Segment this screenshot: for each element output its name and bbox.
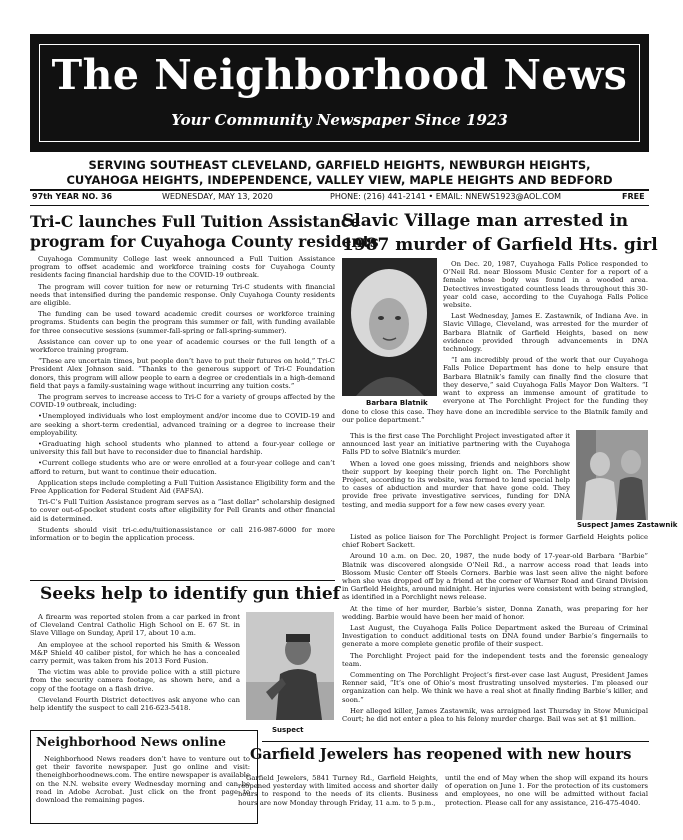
jewelers-column-1 — [238, 774, 438, 820]
coverage-line-2: CUYAHOGA HEIGHTS, INDEPENDENCE, VALLEY VIEW, MAPLE HEIGHTS AND BEDFORD — [66, 173, 613, 187]
slavic-paragraph: When a loved one goes missing, friends and neighbors show their support by keeping their porch light on. The Porchlight Project, according to its website, was formed to lend special help to cases of abduction and murder that have gone cold. They provide free private investigative services, funding for DNA testing, and media support for a few new cases every year. — [342, 459, 570, 509]
slavic-paragraph: At the time of her murder, Barbie’s sister, Donna Zanath, was preparing for her wedding. Barbie would have been her maid of honor. — [342, 604, 648, 621]
jewelers-paragraph: until the end of May when the shop will expand its hours of operation on June 1. For the protection of its customers and employees, no one will be admitted without facial protection. Please call for any assistance, 216-475-4040. — [445, 774, 648, 807]
newspaper-tagline: Your Community Newspaper Since 1923 — [171, 111, 508, 129]
slavic-paragraph: “I am incredibly proud of the work that our Cuyahoga Falls Police Department has done to help ensure that Barbara Blatnik’s family can finally find the closure that they deserve,” said Cuyahoga Falls Mayor Don Walters. “I want to express an immense amount of gratitude to everyone at The Porchlight Project for the funding they — [443, 356, 648, 406]
slavic-paragraph: Listed as police liaison for The Porchlight Project is former Garfield Heights police chief Robert Sackett. — [342, 533, 648, 550]
slavic-article-bottom — [342, 533, 648, 739]
suspect-photo — [246, 612, 334, 720]
coverage-line-1: SERVING SOUTHEAST CLEVELAND, GARFIELD HEIGHTS, NEWBURGH HEIGHTS, — [88, 158, 591, 172]
tric-paragraph: Application steps include completing a Full Tuition Assistance Eligibility form and the Free Application for Federal Student Aid (FAFSA). — [30, 478, 335, 496]
tric-paragraph: “These are uncertain times, but people don’t have to put their futures on hold,” Tri-C President Alex Johnson said. “Thanks to the generous support of Tri-C Foundation donors, this program will allow people to earn a degree or credentials in a high-demand field that pays a family-sustaining wage without incurring any tuition costs.” — [30, 357, 335, 390]
tric-headline-line-1: Tri-C launches Full Tuition Assistance — [30, 212, 361, 231]
jewelers-story-rule — [262, 741, 649, 742]
victim-portrait-image — [342, 258, 437, 396]
slavic-paragraph: Last August, the Cuyahoga Falls Police Department asked the Bureau of Criminal Investigation to conduct additional tests on DNA found under Barbie’s fingernails to generate a more complete genetic profile of their suspect. — [342, 624, 648, 649]
tric-paragraph: Students should visit tri-c.edu/tuitionassistance or call 216-987-6000 for more information or to begin the application process. — [30, 525, 335, 543]
tric-paragraph: Cuyahoga Community College last week announced a Full Tuition Assistance program to offset academic and workforce training costs for Cuyahoga County residents facing financial hardship due to the COVID-19 outbreak. — [30, 255, 335, 280]
newspaper-title: The Neighborhood News — [51, 51, 628, 99]
slavic-paragraph: Commenting on The Porchlight Project’s first-ever case last August, President James Renner said, “It’s one of Ohio’s most frustrating unsolved mysteries. I’m pleased our organization can help. We think we have a real shot at finally finding Barbie’s killer, and soon.” — [342, 671, 648, 704]
slavic-paragraph: This is the first case The Porchlight Project investigated after it announced last year an initiative partnering with the Cuyahoga Falls PD to solve Blatnik’s murder. — [342, 432, 570, 457]
gun-headline: Seeks help to identify gun thief — [40, 584, 340, 604]
tric-paragraph: The funding can be used toward academic credit courses or workforce training programs. Students can begin the program this summer or fall, with funding available for three consecutive sessions (summer-fall-spring or fall-spring-summer). — [30, 310, 335, 335]
jewelers-column-2 — [445, 774, 648, 820]
tric-paragraph: The program serves to increase access to Tri-C for a variety of groups affected by the COVID-19 outbreak, including: — [30, 393, 335, 410]
gun-paragraph: An employee at the school reported his Smith & Wesson M&P Shield 40 caliber pistol, for which he has a concealed carry permit, was taken from his 2013 Ford Fusion. — [30, 640, 240, 666]
tric-paragraph: The program will cover tuition for new or returning Tri-C students with financial needs that intensified during the pandemic response. Only Cuyahoga County residents are eligible. — [30, 282, 335, 308]
issue-date: WEDNESDAY, MAY 13, 2020 — [162, 192, 273, 201]
slavic-article-top — [443, 260, 648, 406]
gun-paragraph: Cleveland Fourth District detectives ask anyone who can help identify the suspect to call 216-623-5418. — [30, 695, 240, 713]
suspect-zastawnik-photo — [576, 430, 648, 520]
online-promo-title: Neighborhood News online — [36, 734, 226, 749]
jewelers-headline: Garfield Jewelers has reopened with new hours — [250, 746, 632, 763]
gun-story-rule — [30, 580, 335, 581]
contact-info: PHONE: (216) 441-2141 • EMAIL: NNEWS1923@AOL.COM — [330, 192, 562, 201]
suspect-zastawnik-image — [576, 430, 648, 520]
dateline — [30, 191, 649, 204]
tric-paragraph: •Current college students who are or were enrolled at a four-year college and can’t afford to return, but want to continue their education. — [30, 459, 335, 476]
tric-paragraph: •Graduating high school students who planned to attend a four-year college or university this fall but have to reconsider due to financial hardship. — [30, 440, 335, 457]
slavic-paragraph: Around 10 a.m. on Dec. 20, 1987, the nude body of 17-year-old Barbara “Barbie” Blatnik was discovered alongside O’Neil Rd., a narrow access road that leads into Blossom Music Center off Steels Corners. Barbie was last seen alive the night before when she was dropped off by a friend at the corner of Warner Road and Grand Division in Garfield Heights, around midnight. Her injuries were consistent with being strangled, as identified in a Porchlight news release. — [342, 552, 648, 602]
slavic-paragraph: done to close this case. They have done an incredible service to the Blatnik family and our police department.” — [342, 408, 648, 425]
tric-headline-line-2: program for Cuyahoga County residents — [30, 232, 379, 251]
tric-paragraph: •Unemployed individuals who lost employment and/or income due to COVID-19 and are seeking a short-term credential, advanced training or a degree to increase their employability. — [30, 412, 335, 437]
dateline-bottom-rule — [30, 205, 649, 206]
price-label: FREE — [622, 192, 645, 201]
slavic-paragraph: Last Wednesday, James E. Zastawnik, of Indiana Ave. in Slavic Village, Cleveland, was arrested for the murder of Barbara Blatnik of Garfield Heights, based on new evidence provided through advancements in DNA technology. — [443, 312, 648, 354]
slavic-headline-line-1: Slavic Village man arrested in — [342, 211, 629, 231]
slavic-article-continuation — [342, 408, 648, 428]
suspect-caption: Suspect — [272, 726, 304, 734]
online-promo-text — [36, 755, 250, 821]
issue-number: 97th YEAR NO. 36 — [32, 192, 113, 201]
gun-article-body — [30, 613, 240, 728]
gun-paragraph: A firearm was reported stolen from a car parked in front of Cleveland Central Catholic High School on E. 67 St. in Slave Village on Sunday, April 17, about 10 a.m. — [30, 613, 240, 638]
online-promo-paragraph: Neighborhood News readers don’t have to venture out to get their favorite newspaper. Just go online and visit: theneighborhoodnews.com. The entire newspaper is available on the N.N. website every Wednesday morning and can be read in Adobe Acrobat. Just click on the front page to download the remaining pages. — [36, 755, 250, 805]
tric-paragraph: Assistance can cover up to one year of academic courses or the full length of a workforce training program. — [30, 337, 335, 355]
jewelers-paragraph: Garfield Jewelers, 5841 Turney Rd., Garfield Heights, reopened yesterday with limited access and shorter daily hours to respond to the needs of its clients. Business hours are now Monday through Friday, 11 a.m. to 5 p.m., — [238, 774, 438, 807]
slavic-paragraph: The Porchlight Project paid for the independent tests and the forensic genealogy team. — [342, 651, 648, 668]
slavic-paragraph: Her alleged killer, James Zastawnik, was arraigned last Thursday in Stow Municipal Court; he did not enter a plea to his felony murder charge. Bail was set at $1 million. — [342, 706, 648, 724]
victim-caption: Barbara Blatnik — [366, 399, 428, 407]
tric-article-body — [30, 255, 335, 577]
online-promo-box — [30, 730, 258, 824]
suspect-zastawnik-caption: Suspect James Zastawnik — [577, 521, 678, 529]
tric-paragraph: Tri-C’s Full Tuition Assistance program serves as a “last dollar” scholarship designed to cover out-of-pocket student costs after eligibility for Pell Grants and other financial aid is determined. — [30, 498, 335, 523]
masthead — [30, 34, 649, 152]
victim-photo — [342, 258, 437, 396]
gun-paragraph: The victim was able to provide police with a still picture from the security camera footage, as shown here, and a copy of the footage on a flash drive. — [30, 668, 240, 693]
slavic-paragraph: On Dec. 20, 1987, Cuyahoga Falls Police responded to O’Neil Rd. near Blossom Music Center for a report of a female whose body was found in a wooded area. Detectives investigated countless leads throughout this 30-year cold case, according to the Cuyahoga Falls Police website. — [443, 260, 648, 310]
slavic-article-middle — [342, 432, 570, 532]
masthead-frame — [39, 44, 640, 142]
slavic-headline-line-2: 1987 murder of Garfield Hts. girl — [342, 235, 658, 255]
suspect-figure-image — [246, 612, 334, 720]
